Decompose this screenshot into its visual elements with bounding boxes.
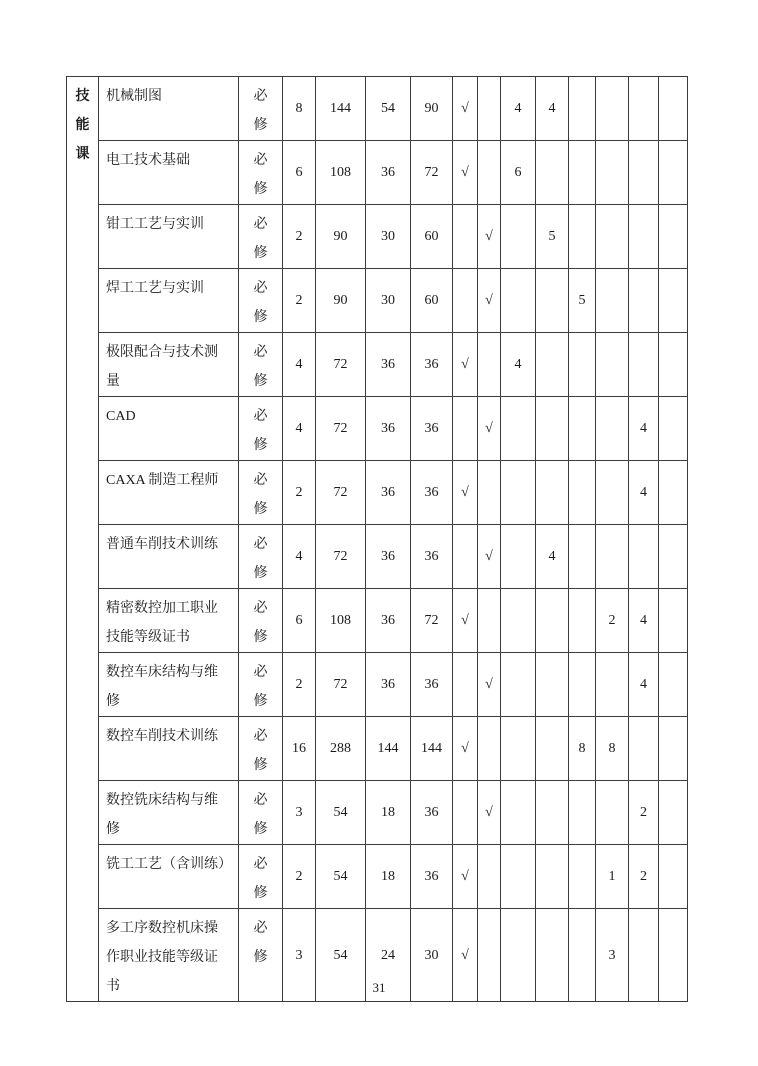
cell-sem4: 2: [596, 589, 629, 653]
course-row: [67, 525, 688, 589]
cell-type: 必 修: [239, 845, 283, 909]
cell-credits: 4: [283, 525, 316, 589]
cell-sem6: [659, 717, 688, 781]
cell-name: 机械制图: [99, 77, 239, 141]
cell-sem5: [629, 205, 659, 269]
cell-sem3: [569, 781, 596, 845]
cell-sem2: [536, 333, 569, 397]
cell-exam: [453, 269, 478, 333]
cell-name: 数控铣床结构与维 修: [99, 781, 239, 845]
cell-type: 必 修: [239, 909, 283, 1002]
cell-sem5: [629, 333, 659, 397]
cell-sem6: [659, 845, 688, 909]
cell-sem1: 4: [501, 333, 536, 397]
cell-sem1: 4: [501, 77, 536, 141]
cell-sem2: [536, 141, 569, 205]
cell-sem2: [536, 845, 569, 909]
cell-sem5: [629, 525, 659, 589]
cell-sem2: [536, 269, 569, 333]
cell-exam: √: [453, 461, 478, 525]
cell-sem6: [659, 525, 688, 589]
cell-name: 焊工工艺与实训: [99, 269, 239, 333]
cell-sem2: 5: [536, 205, 569, 269]
cell-type: 必 修: [239, 461, 283, 525]
cell-type: 必 修: [239, 653, 283, 717]
course-row: [67, 589, 688, 653]
cell-sem2: [536, 717, 569, 781]
cell-exam: √: [453, 909, 478, 1002]
cell-practice: 144: [411, 717, 453, 781]
cell-type: 必 修: [239, 397, 283, 461]
cell-sem2: [536, 653, 569, 717]
cell-practice: 72: [411, 589, 453, 653]
cell-credits: 3: [283, 781, 316, 845]
cell-theory: 36: [366, 333, 411, 397]
cell-type: 必 修: [239, 333, 283, 397]
cell-assess: [478, 461, 501, 525]
cell-theory: 30: [366, 269, 411, 333]
cell-exam: √: [453, 77, 478, 141]
course-row: [67, 781, 688, 845]
cell-sem6: [659, 589, 688, 653]
cell-assess: √: [478, 397, 501, 461]
cell-practice: 30: [411, 909, 453, 1002]
cell-total: 54: [316, 909, 366, 1002]
cell-sem3: [569, 525, 596, 589]
cell-total: 72: [316, 525, 366, 589]
cell-total: 72: [316, 461, 366, 525]
cell-sem6: [659, 781, 688, 845]
cell-practice: 72: [411, 141, 453, 205]
cell-type: 必 修: [239, 781, 283, 845]
cell-exam: [453, 205, 478, 269]
cell-type: 必 修: [239, 141, 283, 205]
cell-exam: √: [453, 845, 478, 909]
cell-sem4: [596, 269, 629, 333]
cell-sem3: 8: [569, 717, 596, 781]
cell-credits: 4: [283, 397, 316, 461]
cell-total: 72: [316, 653, 366, 717]
cell-credits: 6: [283, 589, 316, 653]
cell-total: 72: [316, 333, 366, 397]
cell-practice: 60: [411, 269, 453, 333]
course-row: [67, 845, 688, 909]
cell-sem1: [501, 269, 536, 333]
cell-sem5: 4: [629, 589, 659, 653]
cell-total: 288: [316, 717, 366, 781]
cell-assess: [478, 333, 501, 397]
cell-theory: 36: [366, 653, 411, 717]
cell-practice: 36: [411, 525, 453, 589]
course-row: [67, 205, 688, 269]
cell-sem1: [501, 397, 536, 461]
cell-sem6: [659, 269, 688, 333]
cell-practice: 36: [411, 333, 453, 397]
cell-sem3: [569, 461, 596, 525]
cell-theory: 18: [366, 781, 411, 845]
cell-sem4: 1: [596, 845, 629, 909]
cell-theory: 36: [366, 141, 411, 205]
cell-practice: 36: [411, 397, 453, 461]
cell-name: 钳工工艺与实训: [99, 205, 239, 269]
cell-sem3: [569, 205, 596, 269]
course-row: [67, 77, 688, 141]
cell-sem1: [501, 845, 536, 909]
course-group-label: 技 能 课: [67, 77, 99, 1002]
cell-name: CAD: [99, 397, 239, 461]
cell-sem5: [629, 141, 659, 205]
cell-theory: 24: [366, 909, 411, 1002]
cell-sem4: 3: [596, 909, 629, 1002]
cell-assess: √: [478, 781, 501, 845]
curriculum-table: [66, 76, 688, 1002]
cell-credits: 2: [283, 845, 316, 909]
cell-practice: 90: [411, 77, 453, 141]
cell-name: CAXA 制造工程师: [99, 461, 239, 525]
cell-assess: [478, 77, 501, 141]
cell-sem6: [659, 77, 688, 141]
cell-total: 108: [316, 589, 366, 653]
cell-sem4: [596, 397, 629, 461]
cell-sem1: [501, 205, 536, 269]
cell-sem1: [501, 717, 536, 781]
cell-exam: √: [453, 141, 478, 205]
cell-sem2: 4: [536, 77, 569, 141]
cell-name: 多工序数控机床操 作职业技能等级证 书: [99, 909, 239, 1002]
cell-sem1: 6: [501, 141, 536, 205]
cell-assess: √: [478, 653, 501, 717]
cell-credits: 2: [283, 205, 316, 269]
cell-practice: 60: [411, 205, 453, 269]
cell-practice: 36: [411, 461, 453, 525]
cell-sem3: 5: [569, 269, 596, 333]
cell-sem5: [629, 269, 659, 333]
cell-sem1: [501, 653, 536, 717]
cell-exam: [453, 781, 478, 845]
cell-type: 必 修: [239, 77, 283, 141]
cell-name: 电工技术基础: [99, 141, 239, 205]
cell-name: 精密数控加工职业 技能等级证书: [99, 589, 239, 653]
cell-sem1: [501, 525, 536, 589]
cell-sem5: [629, 77, 659, 141]
cell-sem6: [659, 653, 688, 717]
cell-credits: 6: [283, 141, 316, 205]
cell-sem6: [659, 397, 688, 461]
cell-sem4: 8: [596, 717, 629, 781]
cell-sem5: 2: [629, 781, 659, 845]
cell-credits: 16: [283, 717, 316, 781]
cell-total: 54: [316, 781, 366, 845]
cell-exam: √: [453, 589, 478, 653]
courses-tbody: [67, 77, 688, 1002]
course-row: [67, 141, 688, 205]
cell-sem3: [569, 653, 596, 717]
course-row: [67, 653, 688, 717]
cell-assess: √: [478, 269, 501, 333]
cell-sem1: [501, 589, 536, 653]
cell-type: 必 修: [239, 717, 283, 781]
cell-type: 必 修: [239, 269, 283, 333]
cell-exam: [453, 525, 478, 589]
cell-credits: 2: [283, 461, 316, 525]
cell-credits: 8: [283, 77, 316, 141]
cell-sem5: 4: [629, 653, 659, 717]
cell-total: 72: [316, 397, 366, 461]
cell-exam: √: [453, 717, 478, 781]
cell-theory: 30: [366, 205, 411, 269]
cell-name: 铣工工艺（含训练）: [99, 845, 239, 909]
cell-sem6: [659, 205, 688, 269]
cell-assess: [478, 589, 501, 653]
cell-theory: 54: [366, 77, 411, 141]
cell-sem2: [536, 461, 569, 525]
cell-exam: [453, 653, 478, 717]
cell-sem3: [569, 397, 596, 461]
cell-sem4: [596, 461, 629, 525]
cell-credits: 2: [283, 269, 316, 333]
cell-sem3: [569, 141, 596, 205]
cell-name: 极限配合与技术测 量: [99, 333, 239, 397]
cell-total: 90: [316, 269, 366, 333]
page-number: 31: [372, 980, 386, 995]
cell-theory: 36: [366, 397, 411, 461]
cell-sem4: [596, 525, 629, 589]
cell-sem3: [569, 77, 596, 141]
course-row: [67, 397, 688, 461]
cell-total: 144: [316, 77, 366, 141]
cell-total: 90: [316, 205, 366, 269]
cell-theory: 36: [366, 461, 411, 525]
cell-sem6: [659, 141, 688, 205]
cell-sem3: [569, 845, 596, 909]
cell-type: 必 修: [239, 525, 283, 589]
cell-assess: √: [478, 205, 501, 269]
cell-sem5: 2: [629, 845, 659, 909]
cell-sem4: [596, 77, 629, 141]
course-row: [67, 461, 688, 525]
cell-practice: 36: [411, 845, 453, 909]
cell-sem4: [596, 781, 629, 845]
cell-sem2: [536, 589, 569, 653]
cell-sem2: [536, 781, 569, 845]
cell-credits: 2: [283, 653, 316, 717]
cell-sem3: [569, 333, 596, 397]
cell-sem6: [659, 333, 688, 397]
cell-sem4: [596, 653, 629, 717]
cell-exam: [453, 397, 478, 461]
cell-assess: [478, 845, 501, 909]
cell-assess: [478, 717, 501, 781]
cell-sem4: [596, 141, 629, 205]
cell-assess: √: [478, 525, 501, 589]
cell-theory: 144: [366, 717, 411, 781]
cell-sem5: 4: [629, 461, 659, 525]
cell-sem6: [659, 461, 688, 525]
cell-theory: 36: [366, 589, 411, 653]
cell-sem5: 4: [629, 397, 659, 461]
cell-name: 普通车削技术训练: [99, 525, 239, 589]
cell-credits: 4: [283, 333, 316, 397]
cell-assess: [478, 141, 501, 205]
cell-sem1: [501, 461, 536, 525]
course-row: [67, 717, 688, 781]
cell-name: 数控车床结构与维 修: [99, 653, 239, 717]
cell-total: 108: [316, 141, 366, 205]
cell-practice: 36: [411, 781, 453, 845]
course-row: [67, 333, 688, 397]
cell-type: 必 修: [239, 205, 283, 269]
cell-theory: 18: [366, 845, 411, 909]
cell-exam: √: [453, 333, 478, 397]
cell-total: 54: [316, 845, 366, 909]
cell-sem5: [629, 717, 659, 781]
cell-name: 数控车削技术训练: [99, 717, 239, 781]
cell-sem1: [501, 781, 536, 845]
cell-sem2: [536, 397, 569, 461]
cell-theory: 36: [366, 525, 411, 589]
cell-credits: 3: [283, 909, 316, 1002]
cell-practice: 36: [411, 653, 453, 717]
cell-sem3: [569, 589, 596, 653]
cell-sem2: 4: [536, 525, 569, 589]
cell-sem4: [596, 205, 629, 269]
cell-type: 必 修: [239, 589, 283, 653]
cell-sem4: [596, 333, 629, 397]
course-row: [67, 269, 688, 333]
